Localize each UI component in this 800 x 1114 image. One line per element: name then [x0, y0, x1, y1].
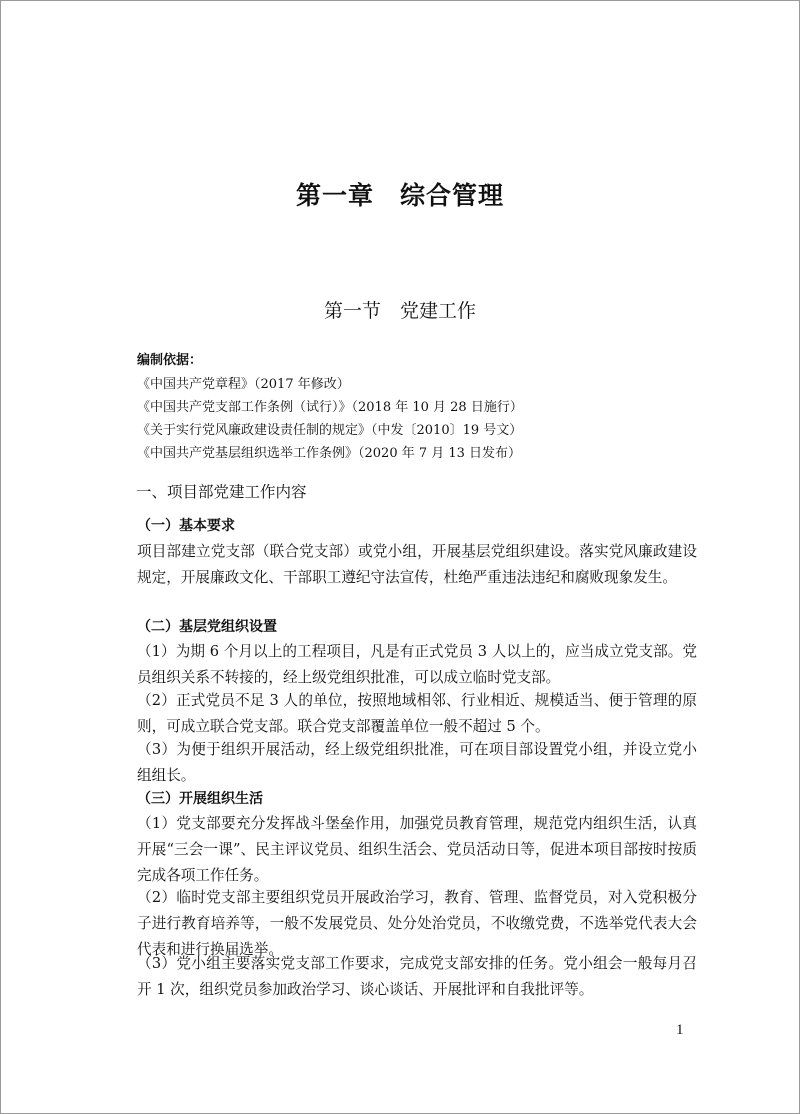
paragraph-text: （2）正式党员不足 3 人的单位，按照地域相邻、行业相近、规模适当、便于管理的原则，可成立联合党支部。联合党支部覆盖单位一般不超过 5 个。: [137, 692, 697, 735]
paragraph: [137, 539, 697, 591]
subsection-heading: （三）开展组织生活: [137, 791, 263, 807]
basis-item: 《中国共产党章程》（2017 年修改）: [137, 377, 350, 392]
paragraph: [137, 951, 697, 1003]
basis-item: 《中国共产党基层组织选举工作条例》（2020 年 7 月 13 日发布）: [137, 446, 522, 461]
basis-item: 《中国共产党支部工作条例（试行）》（2018 年 10 月 28 日施行）: [137, 400, 523, 415]
page-number: 1: [676, 1022, 684, 1038]
paragraph-text: （3）为便于组织开展活动，经上级党组织批准，可在项目部设置党小组，并设立党小组组长。: [137, 741, 697, 784]
paragraph: [137, 639, 697, 691]
paragraph: [137, 737, 697, 789]
section-title: 第一节 党建工作: [323, 300, 476, 322]
basis-heading: 编制依据：: [137, 353, 203, 368]
paragraph: [137, 811, 697, 889]
subsection-heading: （二）基层党组织设置: [137, 619, 277, 635]
paragraph-text: （3）党小组主要落实党支部工作要求，完成党支部安排的任务。党小组会一般每月召开 1 次，组织党员参加政治学习、谈心谈话、开展批评和自我批评等。: [137, 955, 697, 998]
paragraph-text: （2）临时党支部主要组织党员开展政治学习，教育、管理、监督党员，对入党积极分子进行教育培养等，一般不发展党员、处分处治党员，不收缴党费，不选举党代表大会代表和进行换届选举。: [137, 889, 697, 958]
basis-item: 《关于实行党风廉政建设责任制的规定》（中发〔2010〕19 号文）: [137, 423, 523, 438]
chapter-title: 第一章 综合管理: [295, 181, 504, 210]
paragraph-text: 项目部建立党支部（联合党支部）或党小组，开展基层党组织建设。落实党风廉政建设规定，开展廉政文化、干部职工遵纪守法宣传，杜绝严重违法违纪和腐败现象发生。: [137, 543, 697, 586]
paragraph: [137, 688, 697, 740]
part-heading: 一、项目部党建工作内容: [136, 483, 307, 501]
paragraph-text: （1）党支部要充分发挥战斗堡垒作用，加强党员教育管理，规范党内组织生活，认真开展“三会一课”、民主评议党员、组织生活会、党员活动日等，促进本项目部按时按质完成各项工作任务。: [137, 815, 697, 884]
paragraph-text: （1）为期 6 个月以上的工程项目，凡是有正式党员 3 人以上的，应当成立党支部。党员组织关系不转接的，经上级党组织批准，可以成立临时党支部。: [137, 643, 697, 686]
subsection-heading: （一）基本要求: [137, 518, 235, 534]
